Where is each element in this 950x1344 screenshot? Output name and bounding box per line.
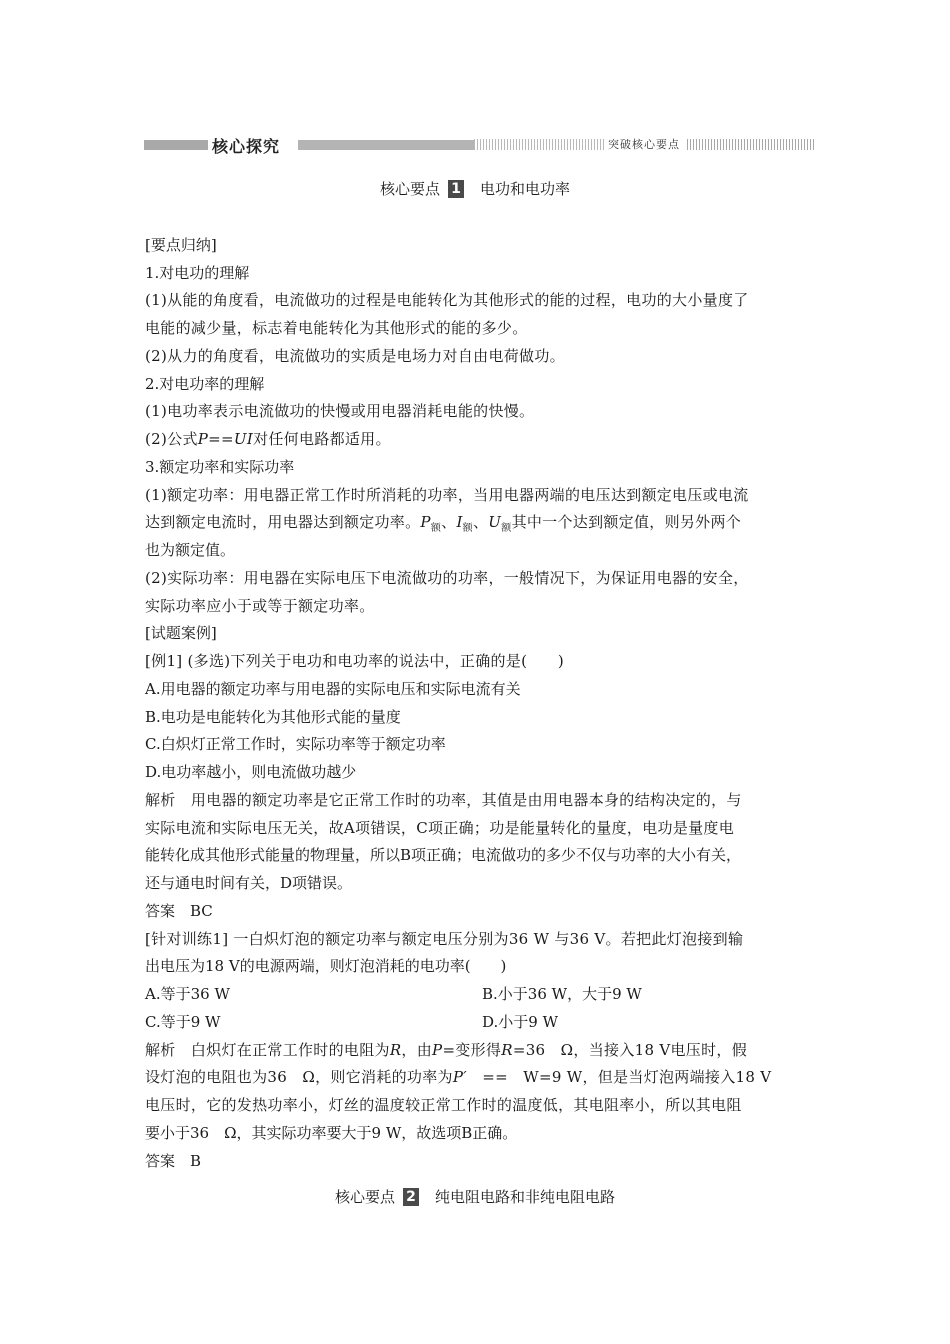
- symbol-u: U: [488, 513, 502, 531]
- text-run: 其中一个达到额定值，则另外两个: [511, 513, 742, 531]
- section-3-para-2-line-1: (2)实际功率：用电器在实际电压下电流做功的功率，一般情况下，为保证用电器的安全，: [145, 569, 749, 587]
- training-1-option-a: A.等于36 W: [145, 985, 230, 1003]
- section-3-title: 3.额定功率和实际功率: [145, 458, 295, 476]
- text-run: 解析 白炽灯在正常工作时的电阻为: [145, 1041, 390, 1059]
- training-1-analysis-line-1: [145, 1040, 747, 1060]
- training-1-answer: 答案 B: [145, 1152, 202, 1170]
- example-1-option-b: B.电功是电能转化为其他形式能的量度: [145, 708, 401, 726]
- section-2-title: 2.对电功率的理解: [145, 375, 265, 393]
- training-1-analysis-line-3: 电压时，它的发热功率小，灯丝的温度较正常工作时的温度低，其电阻率小，所以其电阻: [145, 1096, 742, 1114]
- subscript-rated: 额: [462, 523, 473, 534]
- symbol-r: R: [501, 1041, 513, 1059]
- section-1-title: 1.对电功的理解: [145, 264, 250, 282]
- banner-bar-middle: [298, 140, 474, 150]
- training-1-option-b: B.小于36 W，大于9 W: [482, 985, 642, 1003]
- symbol-ui: UI: [233, 430, 254, 448]
- example-1-stem: [例1] (多选)下列关于电功和电功率的说法中，正确的是( ): [145, 652, 565, 670]
- text-run: =36 Ω，当接入18 V电压时，假: [512, 1041, 748, 1059]
- key-point-number-badge: 1: [448, 180, 464, 198]
- section-3-para-1-line-1: (1)额定功率：用电器正常工作时所消耗的功率，当用电器两端的电压达到额定电压或电流: [145, 486, 749, 504]
- symbol-p: P: [432, 1041, 443, 1059]
- section-banner: [144, 136, 814, 154]
- section-2-para-2: [145, 429, 391, 449]
- key-point-1-heading: [0, 178, 950, 199]
- section-1-para-1-line-2: 电能的减少量，标志着电能转化为其他形式的能的多少。: [145, 319, 528, 337]
- formula-equals: ==: [208, 430, 234, 448]
- subscript-rated: 额: [430, 523, 442, 534]
- example-1-answer: 答案 BC: [145, 902, 213, 920]
- separator: 、: [441, 513, 457, 531]
- example-1-analysis-line-3: 能转化成其他形式能量的物理量，所以B项正确；电流做功的多少不仅与功率的大小有关，: [145, 846, 742, 864]
- formula-prefix: (2)公式: [145, 430, 198, 448]
- example-1-analysis-line-2: 实际电流和实际电压无关，故A项错误，C项正确；功是能量转化的量度，电功是量度电: [145, 819, 735, 837]
- formula-suffix: 对任何电路都适用。: [253, 430, 391, 448]
- key-point-topic: 纯电阻电路和非纯电阻电路: [435, 1188, 616, 1206]
- text-run: ，由: [401, 1041, 433, 1059]
- separator: 、: [472, 513, 489, 531]
- text-run: 达到额定电流时，用电器达到额定功率。: [145, 513, 421, 531]
- banner-bar-right: [687, 139, 814, 150]
- section-1-para-1-line-1: (1)从能的角度看，电流做功的过程是电能转化为其他形式的能的过程，电功的大小量度了: [145, 291, 749, 309]
- example-1-analysis-line-1: 解析 用电器的额定功率是它正常工作时的功率，其值是由用电器本身的结构决定的，与: [145, 791, 742, 809]
- training-1-option-d: D.小于9 W: [482, 1013, 558, 1031]
- banner-stripe: [474, 139, 604, 150]
- key-point-number-badge: 2: [403, 1188, 419, 1206]
- training-1-stem-line-2: 出电压为18 V的电源两端，则灯泡消耗的电功率( ): [145, 957, 507, 975]
- training-1-stem-line-1: [针对训练1] 一白炽灯泡的额定功率与额定电压分别为36 W 与36 V。若把此灯泡接到输: [145, 930, 744, 948]
- section-3-para-1-line-3: 也为额定值。: [145, 541, 236, 559]
- training-1-analysis-line-2: [145, 1067, 771, 1087]
- symbol-i: I: [456, 513, 463, 531]
- key-point-2-heading: [0, 1186, 950, 1207]
- example-1-analysis-line-4: 还与通电时间有关，D项错误。: [145, 874, 353, 892]
- banner-tag: 突破核心要点: [608, 138, 680, 151]
- examples-heading: [试题案例]: [145, 624, 217, 642]
- symbol-r: R: [389, 1041, 402, 1059]
- key-point-topic: 电功和电功率: [480, 180, 571, 198]
- example-1-option-a: A.用电器的额定功率与用电器的实际电压和实际电流有关: [145, 680, 521, 698]
- symbol-p: P: [420, 513, 431, 531]
- text-run: =变形得: [442, 1041, 502, 1059]
- section-3-para-1-line-2: [145, 512, 741, 535]
- banner-bar-left: [144, 140, 208, 150]
- training-1-analysis-line-4: 要小于36 Ω，其实际功率要大于9 W，故选项B正确。: [145, 1124, 518, 1142]
- text-run: == W=9 W，但是当灯泡两端接入18 V: [466, 1068, 772, 1086]
- section-2-para-1: (1)电功率表示电流做功的快慢或用电器消耗电能的快慢。: [145, 402, 535, 420]
- example-1-option-d: D.电功率越小，则电流做功越少: [145, 763, 357, 781]
- example-1-option-c: C.白炽灯正常工作时，实际功率等于额定功率: [145, 735, 446, 753]
- text-run: 设灯泡的电阻也为36 Ω，则它消耗的功率为: [145, 1068, 453, 1086]
- key-point-label: 核心要点: [379, 180, 440, 198]
- symbol-p-prime: P′: [452, 1068, 467, 1086]
- section-3-para-2-line-2: 实际功率应小于或等于额定功率。: [145, 597, 375, 615]
- subscript-rated: 额: [501, 523, 512, 534]
- section-1-para-2: (2)从力的角度看，电流做功的实质是电场力对自由电荷做功。: [145, 347, 565, 365]
- summary-heading: [要点归纳]: [145, 236, 217, 254]
- key-point-label: 核心要点: [334, 1188, 395, 1206]
- training-1-option-c: C.等于9 W: [145, 1013, 221, 1031]
- banner-title: 核心探究: [212, 137, 281, 156]
- symbol-p: P: [197, 430, 209, 448]
